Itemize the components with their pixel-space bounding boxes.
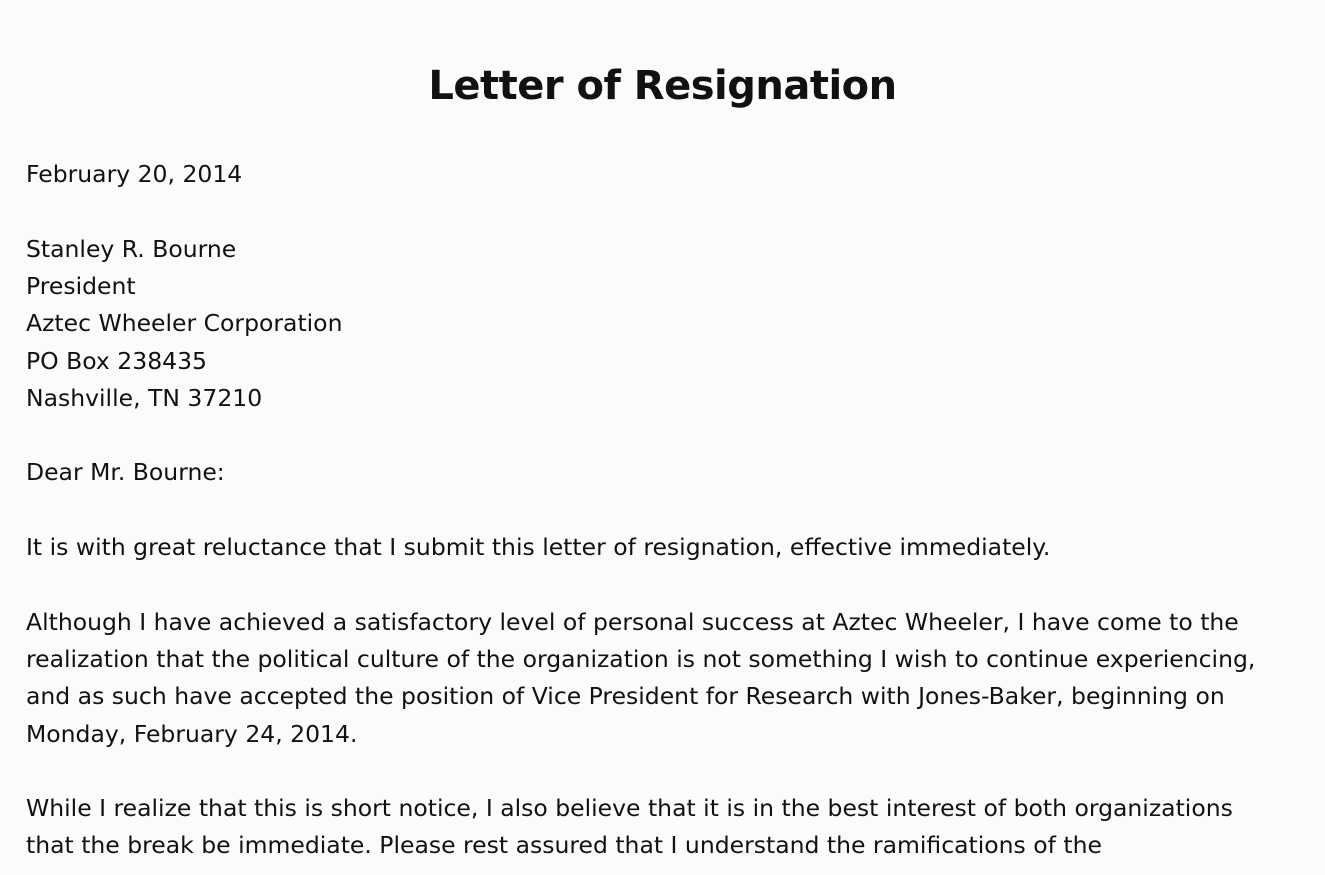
paragraph-line: that the break be immediate. Please rest assured that I understand the ramifications of the: [26, 831, 1102, 860]
recipient-company: Aztec Wheeler Corporation: [26, 309, 343, 338]
salutation: [26, 454, 1316, 491]
paragraph-2: [26, 604, 1316, 753]
salutation-line: Dear Mr. Bourne:: [26, 458, 225, 486]
recipient-position: President: [26, 272, 136, 301]
recipient-po-box: PO Box 238435: [26, 346, 208, 375]
paragraph-line: Monday, February 24, 2014.: [26, 719, 358, 748]
paragraph-1: [26, 529, 1316, 566]
paragraph-line: While I realize that this is short notice, I also believe that it is in the best interest of both organizations: [26, 794, 1233, 822]
recipient-name: Stanley R. Bourne: [26, 235, 237, 263]
recipient-address-block: [26, 231, 1316, 417]
letter-date: [26, 156, 1316, 193]
paragraph-3: [26, 790, 1316, 864]
date-line: February 20, 2014: [26, 160, 243, 188]
paragraph-line: and as such have accepted the position of Vice President for Research with Jones-Baker, beginning on: [26, 682, 1225, 711]
paragraph-line: It is with great reluctance that I submit this letter of resignation, effective immediately.: [26, 533, 1051, 561]
paragraph-line: Although I have achieved a satisfactory level of personal success at Aztec Wheeler, I have come to the: [26, 608, 1239, 636]
recipient-city-state-zip: Nashville, TN 37210: [26, 383, 263, 412]
paragraph-line: realization that the political culture of the organization is not something I wish to continue experiencing,: [26, 645, 1256, 674]
letter-title: Letter of Resignation: [428, 63, 897, 109]
